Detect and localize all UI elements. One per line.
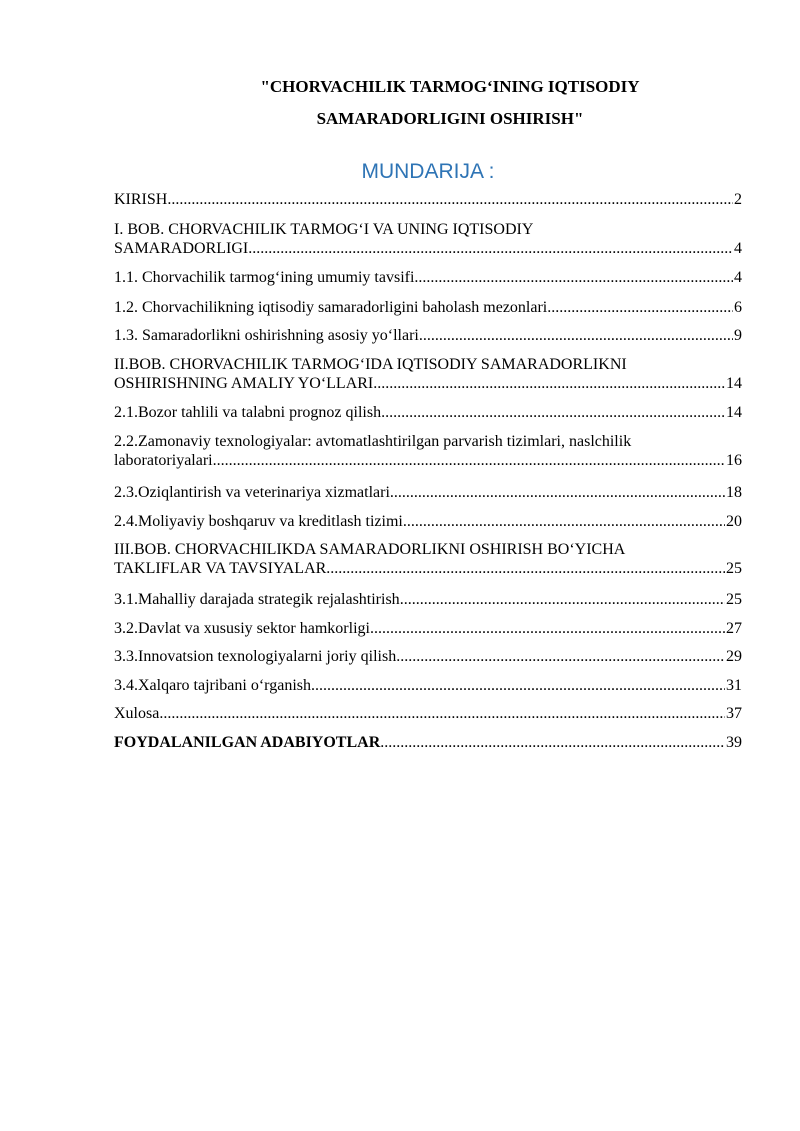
- toc-page-number: 31: [726, 677, 742, 694]
- toc-entry-title: 2.3.Oziqlantirish va veterinariya xizmatlari: [114, 484, 390, 501]
- toc-entry[interactable]: [114, 483, 742, 502]
- toc-page-number: 14: [726, 375, 742, 392]
- toc-entry-title: SAMARADORLIGI: [114, 240, 249, 257]
- toc-entry-title: 2.1.Bozor tahlili va talabni prognoz qilish: [114, 404, 382, 421]
- toc-dot-leader: [396, 647, 725, 666]
- toc-entry[interactable]: [114, 220, 742, 258]
- toc-entry[interactable]: [114, 512, 742, 531]
- toc-entry-line: [114, 403, 742, 422]
- toc-entry-line: [114, 239, 742, 258]
- toc-entry-title: KIRISH: [114, 191, 168, 208]
- document-title-line2: SAMARADORLIGINI OSHIRISH": [316, 109, 584, 128]
- toc-dot-leader: [326, 559, 725, 578]
- toc-entry-line: [114, 483, 742, 502]
- toc-dot-leader: [159, 704, 725, 723]
- toc-entry-line: [114, 619, 742, 638]
- toc-entry-title: TAKLIFLAR VA TAVSIYALAR: [114, 560, 327, 577]
- toc-entry-line: [114, 451, 742, 470]
- toc-entry-line: [114, 590, 742, 609]
- toc-entry-title: laboratoriyalari: [114, 452, 213, 469]
- toc-dot-leader: [248, 239, 733, 258]
- toc-page-number: 20: [726, 513, 742, 530]
- toc-page-number: 9: [734, 327, 742, 344]
- toc-page-number: 2: [734, 191, 742, 208]
- toc-entry-title-line1: II.BOB. CHORVACHILIK TARMOG‘IDA IQTISODIY SAMARADORLIKNI: [114, 356, 627, 373]
- toc-entry[interactable]: [114, 298, 742, 317]
- toc-entry[interactable]: [114, 619, 742, 638]
- toc-dot-leader: [547, 298, 733, 317]
- toc-entry-title: Xulosa: [114, 705, 160, 722]
- toc-dot-leader: [400, 590, 725, 609]
- toc-entry-line: [114, 268, 742, 287]
- toc-page-number: 4: [734, 269, 742, 286]
- toc-entry-title-line1: III.BOB. CHORVACHILIKDA SAMARADORLIKNI OSHIRISH BO‘YICHA: [114, 541, 626, 558]
- toc-entry-line: [114, 733, 742, 752]
- toc-entry[interactable]: [114, 590, 742, 609]
- toc-entry[interactable]: [114, 733, 742, 752]
- toc-heading: MUNDARIJA :: [361, 160, 495, 183]
- toc-entry-line: [114, 512, 742, 531]
- toc-dot-leader: [380, 733, 725, 752]
- toc-entry-title: 1.1. Chorvachilik tarmog‘ining umumiy tavsifi: [114, 269, 415, 286]
- toc-page-number: 25: [726, 560, 742, 577]
- toc-entry-title-line1: 2.2.Zamonaviy texnologiyalar: avtomatlashtirilgan parvarish tizimlari, naslchilik: [114, 433, 632, 450]
- toc-dot-leader: [311, 676, 725, 695]
- toc-entry[interactable]: [114, 355, 742, 393]
- toc-entry-line: [114, 326, 742, 345]
- toc-page-number: 37: [726, 705, 742, 722]
- toc-page-number: 14: [726, 404, 742, 421]
- toc-entry-line: [114, 559, 742, 578]
- toc-entry[interactable]: [114, 647, 742, 666]
- toc-dot-leader: [373, 374, 725, 393]
- toc-dot-leader: [390, 483, 725, 502]
- toc-entry-line: [114, 647, 742, 666]
- toc-page-number: 27: [726, 620, 742, 637]
- toc-entry-line: [114, 190, 742, 209]
- toc-dot-leader: [403, 512, 725, 531]
- toc-dot-leader: [167, 190, 733, 209]
- toc-page-number: 25: [726, 591, 742, 608]
- toc-page-number: 16: [726, 452, 742, 469]
- toc-page-number: 6: [734, 299, 742, 316]
- toc-entry-title: 3.1.Mahalliy darajada strategik rejalashtirish: [114, 591, 400, 608]
- toc-entry-title: 1.3. Samaradorlikni oshirishning asosiy yo‘llari: [114, 327, 419, 344]
- toc-page-number: 29: [726, 648, 742, 665]
- toc-dot-leader: [370, 619, 725, 638]
- toc-entry[interactable]: [114, 268, 742, 287]
- toc-entry[interactable]: [114, 403, 742, 422]
- toc-entry-line: [114, 374, 742, 393]
- toc-page-number: 39: [726, 734, 742, 751]
- toc-page-number: 18: [726, 484, 742, 501]
- toc-entry[interactable]: [114, 326, 742, 345]
- toc-entry-title: 1.2. Chorvachilikning iqtisodiy samaradorligini baholash mezonlari: [114, 299, 548, 316]
- toc-entry[interactable]: [114, 190, 742, 209]
- toc-entry-title: 3.3.Innovatsion texnologiyalarni joriy qilish: [114, 648, 397, 665]
- toc-entry[interactable]: [114, 676, 742, 695]
- toc-entry-title-line1: I. BOB. CHORVACHILIK TARMOG‘I VA UNING IQTISODIY: [114, 221, 534, 238]
- toc-entry[interactable]: [114, 432, 742, 470]
- toc-dot-leader: [419, 326, 733, 345]
- toc-entry-line: [114, 676, 742, 695]
- toc-dot-leader: [381, 403, 725, 422]
- toc-page-number: 4: [734, 240, 742, 257]
- toc-entry-title: OSHIRISHNING AMALIY YO‘LLARI: [114, 375, 374, 392]
- toc-dot-leader: [414, 268, 733, 287]
- toc-entry-title: 2.4.Moliyaviy boshqaruv va kreditlash tizimi: [114, 513, 403, 530]
- toc-entry-title: 3.2.Davlat va xususiy sektor hamkorligi: [114, 620, 370, 637]
- toc-entry[interactable]: [114, 704, 742, 723]
- toc-dot-leader: [213, 451, 725, 470]
- toc-entry-title: 3.4.Xalqaro tajribani o‘rganish: [114, 677, 311, 694]
- document-title-line1: "CHORVACHILIK TARMOG‘INING IQTISODIY: [260, 77, 640, 96]
- toc-entry-title: FOYDALANILGAN ADABIYOTLAR: [114, 734, 381, 751]
- toc-entry[interactable]: [114, 540, 742, 578]
- toc-entry-line: [114, 704, 742, 723]
- toc-entry-line: [114, 298, 742, 317]
